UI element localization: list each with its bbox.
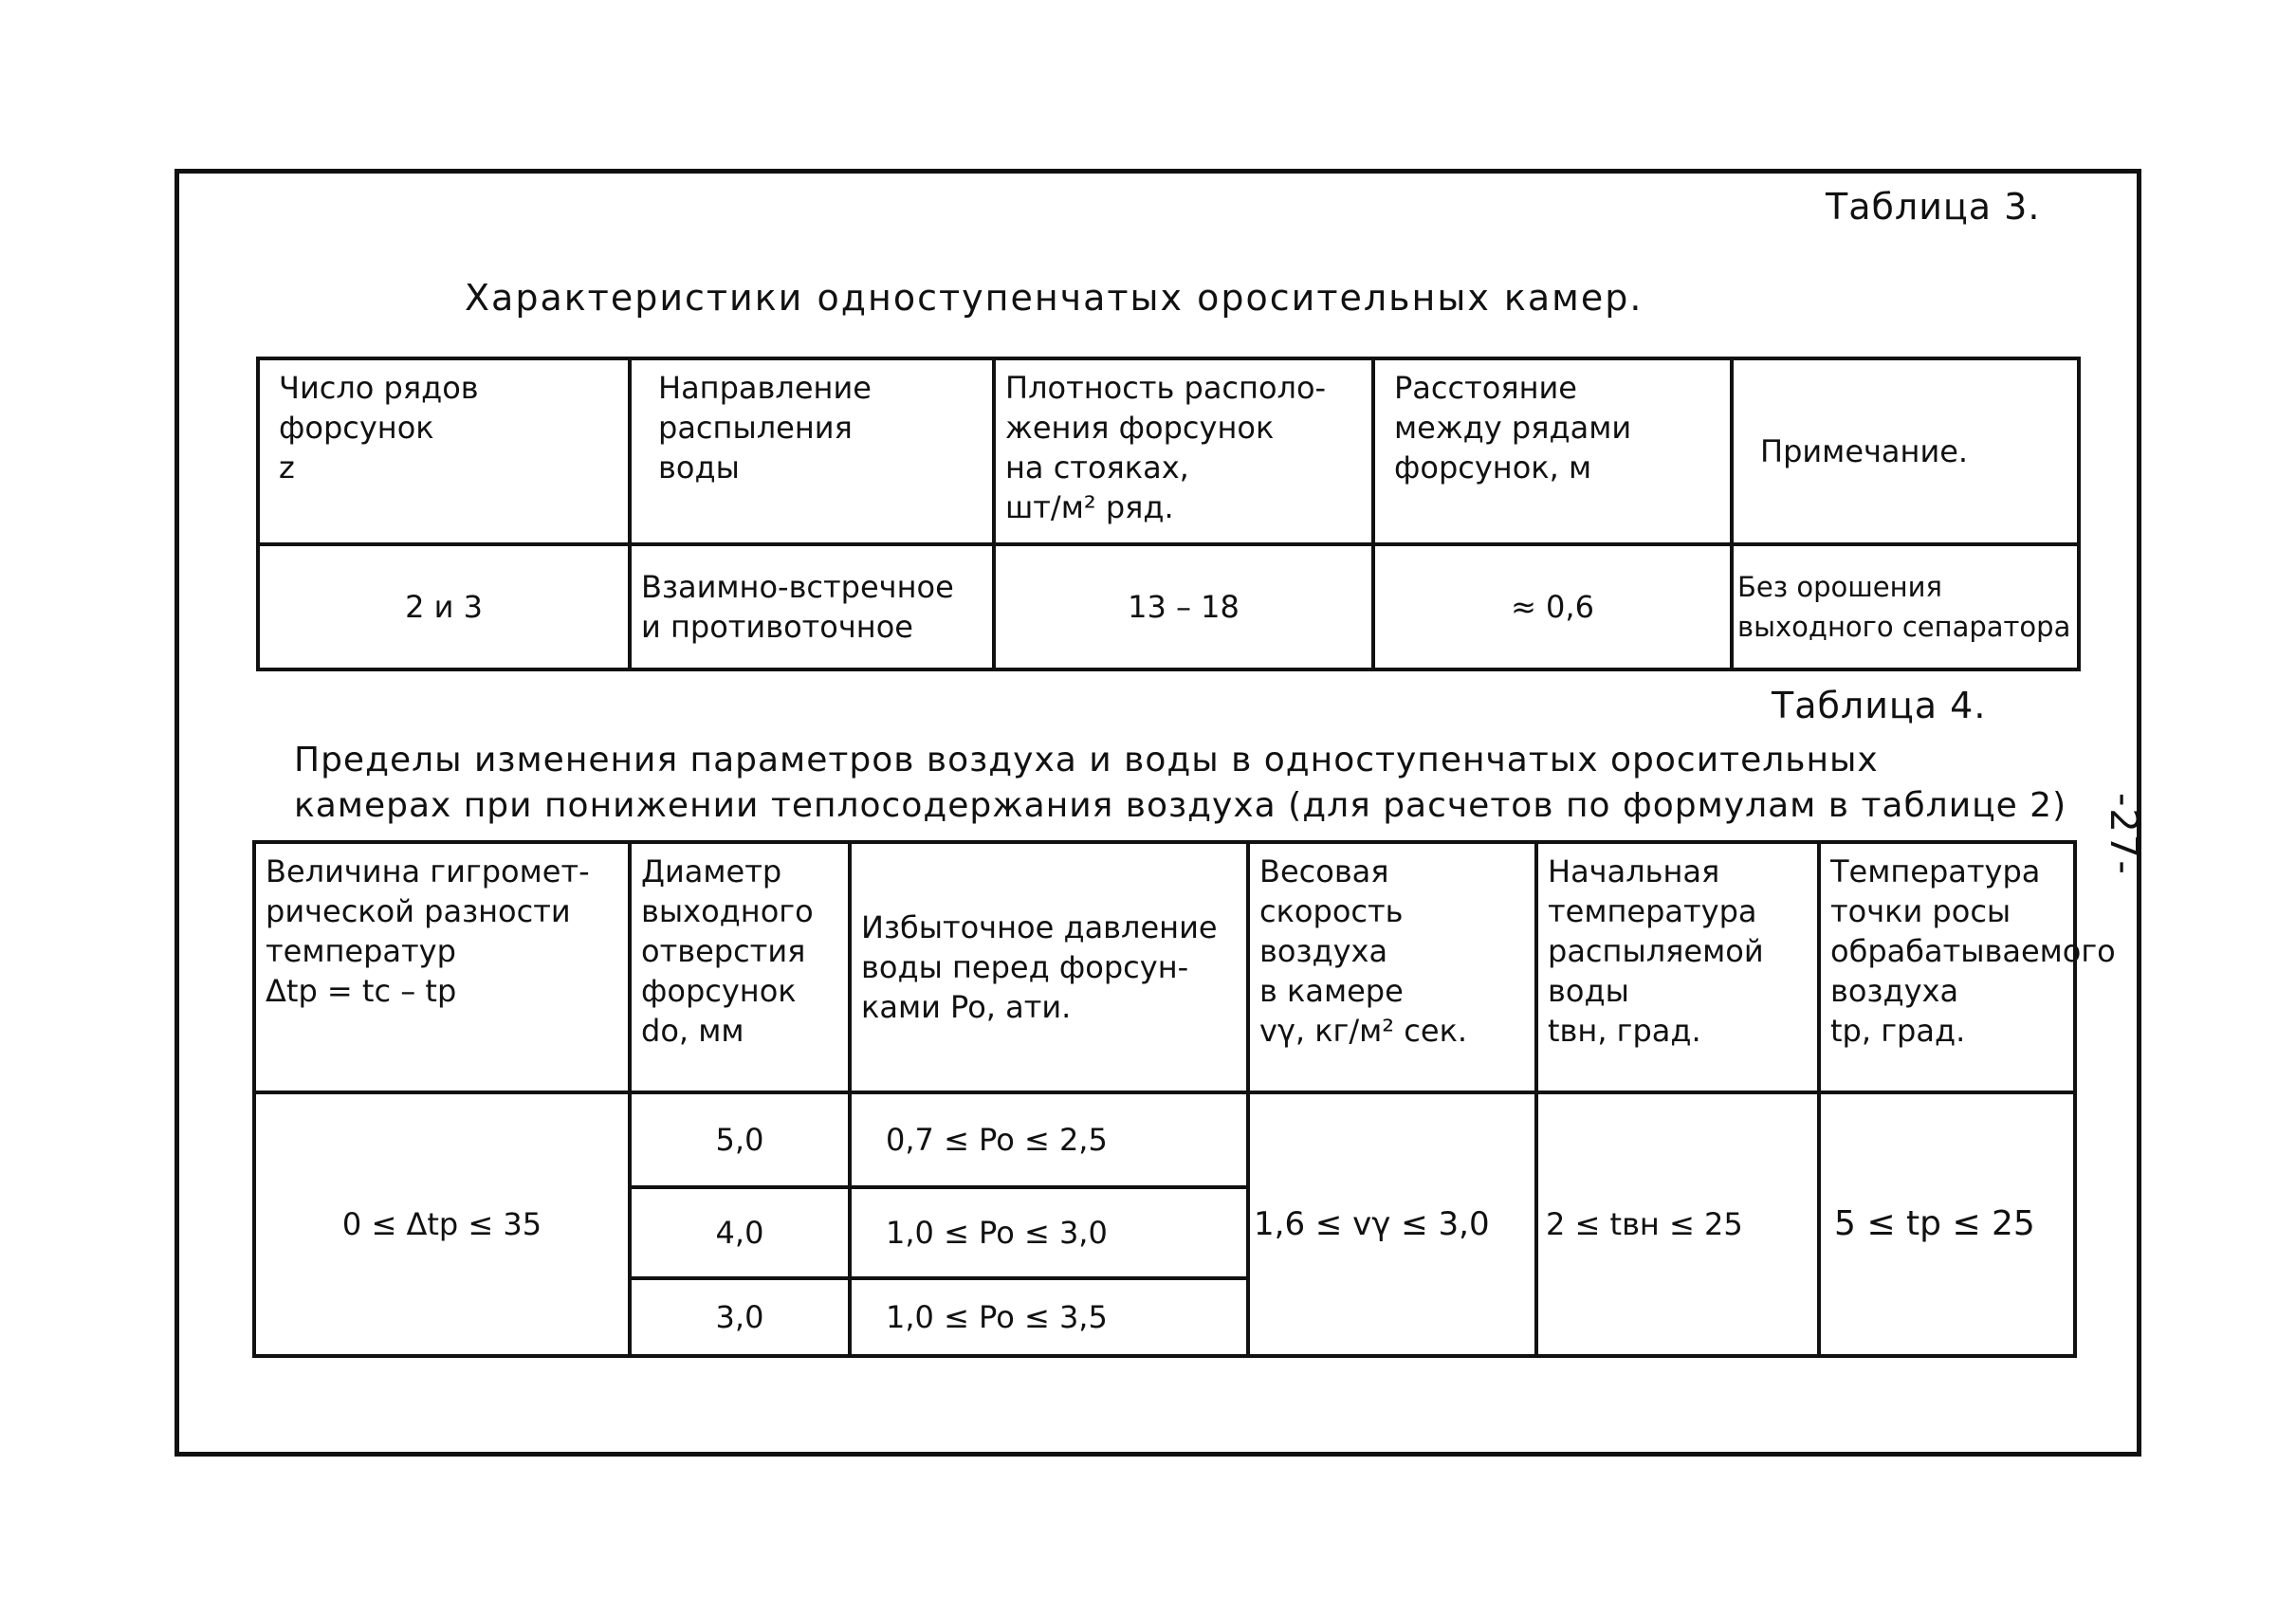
table3 bbox=[256, 357, 2081, 671]
table3-cell-row-distance: ≈ 0,6 bbox=[1373, 544, 1732, 669]
table3-caption: Таблица 3. bbox=[1826, 186, 2041, 228]
table4-cell-diameter: 5,0 bbox=[630, 1092, 850, 1187]
table3-header-note: Примечание. bbox=[1732, 358, 2079, 544]
table4 bbox=[252, 840, 2116, 1358]
table3-header-row-distance: Расстояние между рядами форсунок, м bbox=[1373, 358, 1732, 544]
table4-header-diameter: Диаметр выходного отверстия форсунок do, мм bbox=[630, 842, 850, 1092]
page-number: -27- bbox=[2102, 793, 2145, 876]
table4-header-water-temp: Начальная температура распыляемой воды tвн, град. bbox=[1536, 842, 1819, 1092]
table3-header-rows-count: Число рядов форсунок z bbox=[258, 358, 630, 544]
table4-header-velocity: Весовая скорость воздуха в камере vγ, кг/м² сек. bbox=[1248, 842, 1536, 1092]
table3-cell-spray-direction: Взаимно-встречное и противоточное bbox=[630, 544, 994, 669]
table3-cell-note: Без орошения выходного сепаратора bbox=[1732, 544, 2079, 669]
table3-cell-nozzle-density: 13 – 18 bbox=[994, 544, 1373, 669]
table4-cell-pressure: 1,0 ≤ Po ≤ 3,5 bbox=[850, 1278, 1248, 1356]
table4-title-line1: Пределы изменения параметров воздуха и воды в одноступенчатых оросительных bbox=[294, 741, 1879, 779]
table4-header-dew-point: Температура точки росы обрабатываемого воздуха tp, град. bbox=[1819, 842, 2075, 1092]
table4-cell-diameter: 3,0 bbox=[630, 1278, 850, 1356]
table3-data-row bbox=[258, 544, 2079, 669]
table4-title-line2: камерах при понижении теплосодержания воздуха (для расчетов по формулам в таблице 2) bbox=[294, 786, 2067, 825]
table4-cell-water-temp-range: 2 ≤ tвн ≤ 25 bbox=[1536, 1092, 1819, 1356]
table4-cell-pressure: 0,7 ≤ Po ≤ 2,5 bbox=[850, 1092, 1248, 1187]
table4-cell-dew-point-range: 5 ≤ tp ≤ 25 bbox=[1819, 1092, 2075, 1356]
table3-header-nozzle-density: Плотность располо- жения форсунок на стояках, шт/м² ряд. bbox=[994, 358, 1373, 544]
table3-header-row bbox=[258, 358, 2079, 544]
table3-title: Характеристики одноступенчатых оросительных камер. bbox=[465, 277, 1644, 319]
table-row bbox=[254, 1092, 2075, 1187]
table4-cell-diameter: 4,0 bbox=[630, 1187, 850, 1278]
table4-header-gradient: Величина гигромет- рической разности температур Δtp = tс – tp bbox=[254, 842, 630, 1092]
table4-caption: Таблица 4. bbox=[1772, 685, 1987, 726]
table4-cell-gradient-range: 0 ≤ Δtp ≤ 35 bbox=[254, 1092, 630, 1356]
table3-cell-rows-count: 2 и 3 bbox=[258, 544, 630, 669]
table4-header-pressure: Избыточное давление воды перед форсун- ками Po, ати. bbox=[850, 842, 1248, 1092]
table4-cell-pressure: 1,0 ≤ Po ≤ 3,0 bbox=[850, 1187, 1248, 1278]
table4-header-row bbox=[254, 842, 2075, 1092]
table4-cell-velocity-range: 1,6 ≤ vγ ≤ 3,0 bbox=[1248, 1092, 1536, 1356]
table3-header-spray-direction: Направление распыления воды bbox=[630, 358, 994, 544]
